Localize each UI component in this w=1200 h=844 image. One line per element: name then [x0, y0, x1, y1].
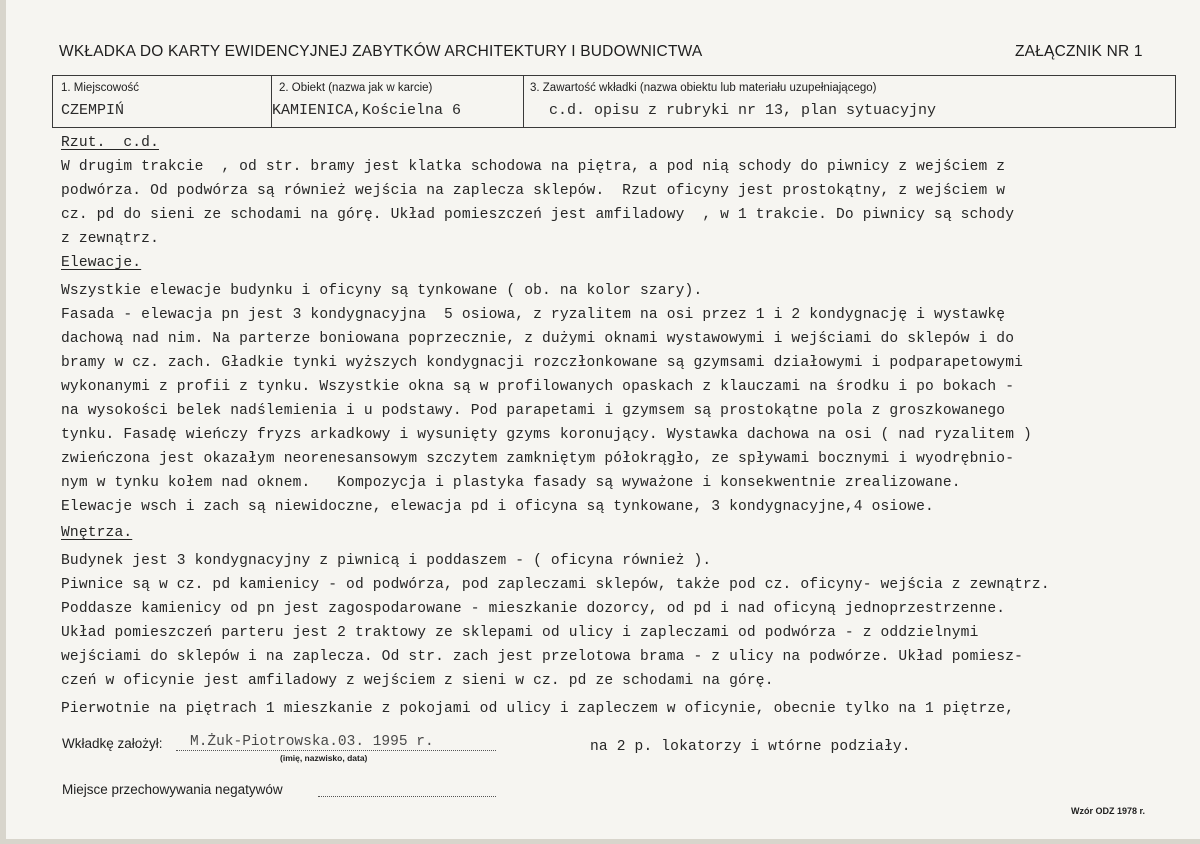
text-line: czeń w oficynie jest amfiladowy z wejściem z sieni w cz. pd ze schodami na górę.: [61, 673, 774, 689]
author-caption: (imię, nazwisko, data): [280, 753, 368, 763]
attachment-number: ZAŁĄCZNIK NR 1: [1015, 43, 1143, 60]
content-value: c.d. opisu z rubryki nr 13, plan sytuacyjny: [549, 102, 937, 119]
text-line: W drugim trakcie , od str. bramy jest klatka schodowa na piętra, a pod nią schody do piwnicy z wejściem z: [61, 159, 1006, 175]
locality-value: CZEMPIŃ: [61, 102, 125, 119]
text-line: z zewnątrz.: [61, 231, 159, 247]
object-value: KAMIENICA,Kościelna 6: [272, 102, 462, 119]
text-line: Piwnice są w cz. pd kamienicy - od podwórza, pod zapleczami sklepów, także pod cz. oficyny- wejścia z zewnątrz.: [61, 577, 1050, 593]
text-line: dachową nad nim. Na parterze boniowana poprzecznie, z dużymi oknami wystawowymi i wejściami do sklepów i do: [61, 331, 1015, 347]
locality-label: 1. Miejscowość: [61, 82, 139, 94]
text-line: cz. pd do sieni ze schodami na górę. Układ pomieszczeń jest amfiladowy , w 1 trakcie. Do piwnicy są schody: [61, 207, 1015, 223]
object-label: 2. Obiekt (nazwa jak w karcie): [279, 82, 433, 94]
text-line: wejściami do sklepów i na zaplecza. Od str. zach jest przelotowa brama - z ulicy na podwórze. Układ pomiesz-: [61, 649, 1024, 665]
text-line: Poddasze kamienicy od pn jest zagospodarowane - mieszkanie dozorcy, od pd i nad oficyną jednoprzestrzenne.: [61, 601, 1006, 617]
author-dotted-line: [176, 750, 496, 751]
text-line: tynku. Fasadę wieńczy fryzs arkadkowy i wysunięty gzyms koronujący. Wystawka dachowa na osi ( nad ryzalitem ): [61, 427, 1032, 443]
page-edge: [0, 0, 6, 844]
text-line: Pierwotnie na piętrach 1 mieszkanie z pokojami od ulicy i zapleczem w oficynie, obecnie tylko na 1 piętrze,: [61, 701, 1015, 717]
text-line: na wysokości belek nadślemienia i u podstawy. Pod parapetami i gzymsem są prostokątne pola z groszkowanego: [61, 403, 1006, 419]
form-title: WKŁADKA DO KARTY EWIDENCYJNEJ ZABYTKÓW ARCHITEKTURY I BUDOWNICTWA: [59, 43, 703, 60]
section-heading: Elewacje.: [61, 255, 142, 271]
negatives-dotted-line: [318, 796, 496, 797]
text-line: wykonanymi z profii z tynku. Wszystkie okna są w profilowanych opaskach z klauczami na środku i po bokach -: [61, 379, 1015, 395]
page-edge-bottom: [0, 839, 1200, 844]
text-line: bramy w cz. zach. Gładkie tynki wyższych kondygnacji rozczłonkowane są gzymsami działowymi i podparapetowymi: [61, 355, 1024, 371]
text-line: Układ pomieszczeń parteru jest 2 traktowy ze sklepami od ulicy i zapleczami od podwórza - z oddzielnymi: [61, 625, 979, 641]
section-heading: Wnętrza.: [61, 525, 133, 541]
field-divider: [523, 76, 524, 127]
content-label: 3. Zawartość wkładki (nazwa obiektu lub materiału uzupełniającego): [530, 82, 877, 94]
text-line: zwieńczona jest okazałym neorenesansowym szczytem zamkniętym półokrągło, ze spływami bocznymi i wyodrębnio-: [61, 451, 1015, 467]
header-fields-box: [52, 75, 1176, 128]
text-line: podwórza. Od podwórza są również wejścia na zaplecza sklepów. Rzut oficyny jest prostokątny, z wejściem w: [61, 183, 1006, 199]
text-line: Budynek jest 3 kondygnacyjny z piwnicą i poddaszem - ( oficyna również ).: [61, 553, 712, 569]
section-heading: Rzut. c.d.: [61, 135, 159, 151]
text-line: Fasada - elewacja pn jest 3 kondygnacyjna 5 osiowa, z ryzalitem na osi przez 1 i 2 kondygnację i wystawkę: [61, 307, 1006, 323]
continuation-line: na 2 p. lokatorzy i wtórne podziały.: [590, 739, 911, 755]
author-value: M.Żuk-Piotrowska.03. 1995 r.: [190, 734, 434, 750]
form-model-mark: Wzór ODZ 1978 r.: [1071, 806, 1146, 816]
negatives-label: Miejsce przechowywania negatywów: [62, 782, 283, 797]
box-bottom-rule: [52, 127, 1176, 128]
text-line: Elewacje wsch i zach są niewidoczne, elewacja pd i oficyna są tynkowane, 3 kondygnacyjne,4 osiowe.: [61, 499, 934, 515]
author-label: Wkładkę założył:: [62, 736, 163, 751]
text-line: nym w tynku kołem nad oknem. Kompozycja i plastyka fasady są wyważone i konsekwentnie zrealizowane.: [61, 475, 961, 491]
text-line: Wszystkie elewacje budynku i oficyny są tynkowane ( ob. na kolor szary).: [61, 283, 703, 299]
